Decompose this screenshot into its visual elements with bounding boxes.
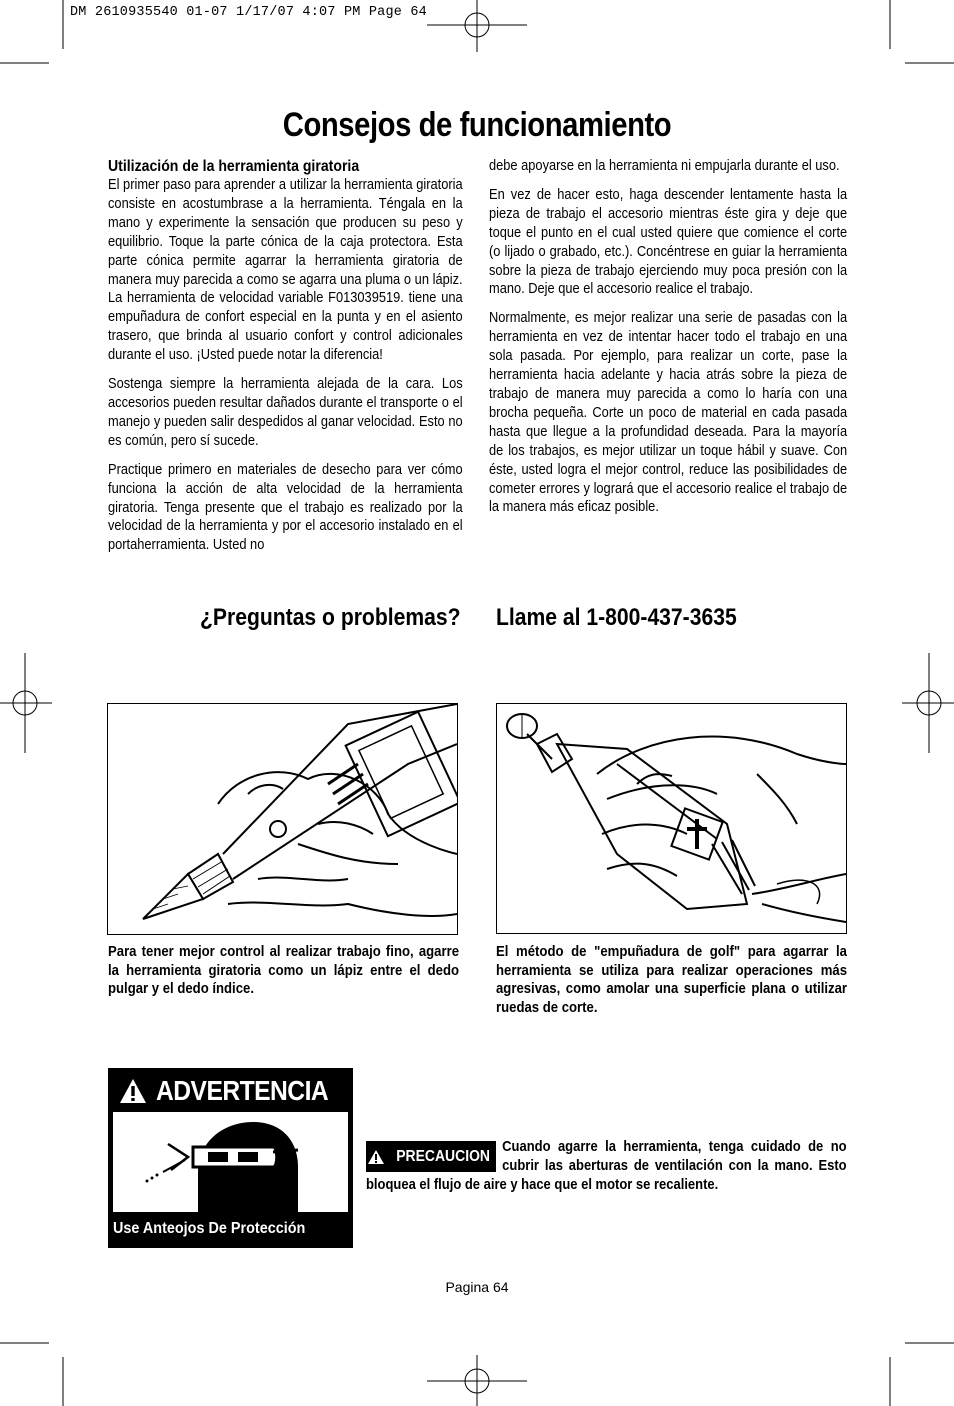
paragraph: Sostenga siempre la herramienta alejada de la cara. Los accesorios pueden resultar dañados durante el transporte o el manejo y pueden salir despedidos al ganar velocidad. Esto no es común, pero sí sucede. [108,376,463,449]
golf-grip-illustration [496,703,847,934]
page-title: Consejos de funcionamiento [282,106,672,144]
paragraph: debe apoyarse en la herramienta ni empujarla durante el uso. [489,158,840,174]
paragraph: El primer paso para aprender a utilizar la herramienta giratoria consiste en acostumbrase a la herramienta. Téngala en la mano y experimente la sensación que producen su peso y equilibrio. Toque la parte cónica de la caja protectora. Esta parte cónica permite agarrar la herramienta giratoria de manera muy parecida a como se agarra una pluma o un lápiz. La herramienta de velocidad variable F013039519. tiene una empuñadura de confort especial en la punta y en el asiento trasero, que brinda al usuario confort y control adicionales durante el uso. ¡Usted puede notar la diferencia! [108,177,463,364]
warning-triangle-icon [118,1077,148,1105]
warning-footer: Use Anteojos De Protección [113,1220,306,1237]
warning-box [108,1068,353,1248]
warning-title [118,1071,352,1111]
right-column [489,157,847,527]
golf-grip-drawing [497,704,846,933]
paragraph: Practique primero en materiales de desecho para ver cómo funciona la acción de alta velocidad de la herramienta giratoria. Tenga presente que el trabajo es realizado por la velocidad de la herramienta y por el accesorio instalado en el portaherramienta. Usted no [108,461,463,554]
help-question: ¿Preguntas o problemas? [200,604,461,631]
page-number: Pagina 64 [445,1279,509,1295]
caution-text: Cuando agarre la herramienta, tenga cuidado de no cubrir las aberturas de ventilación con la mano. Esto bloquea el flujo de aire y hace que el motor se recaliente. [366,1139,847,1193]
safety-glasses-icon [113,1112,348,1212]
caution-triangle-icon [367,1149,385,1165]
paragraph: Normalmente, es mejor realizar una serie de pasadas con la herramienta en vez de intentar hacer todo el trabajo en una sola pasada. Por ejemplo, para realizar un corte, pase la herramienta hacia adelante y hacia atrás sobre la pieza de trabajo de manera muy parecida a como lo haría con una brocha pequeña. Corte un poco de material en cada pasada hasta que llegue a la profundidad deseada. Para la mayoría de los trabajos, es mejor utilizar un toque hábil y suave. Con éste, usted logra el mejor control, reduce las posibilidades de cometer errores y logrará que el accesorio realice el trabajo de la manera más eficaz posible. [489,310,848,516]
left-column [108,157,463,565]
safety-glasses-panel [113,1112,348,1212]
warning-title-text: ADVERTENCIA [156,1075,329,1106]
caution-badge-label: PRECAUCION [396,1147,490,1165]
help-phone: Llame al 1-800-437-3635 [496,604,737,631]
figure-caption-right: El método de "empuñadura de golf" para agarrar la herramienta se utiliza para realizar operaciones más agresivas, como amolar una superficie plana o utilizar ruedas de corte. [496,944,847,1016]
section-heading: Utilización de la herramienta giratoria [108,158,360,175]
paragraph: En vez de hacer esto, haga descender lentamente hasta la pieza de trabajo el accesorio mientras éste gira y deje que toque el punto en el cual usted quiere que comience el corte (o lijado o grabado, etc.). Concéntrese en guiar la herramienta sobre la pieza de trabajo ejerciendo muy poca presión con la mano. Deje que el accesorio realice el trabajo. [489,186,848,298]
print-header: DM 2610935540 01-07 1/17/07 4:07 PM Page 64 [70,5,427,20]
pencil-grip-drawing [108,704,457,934]
pencil-grip-illustration [107,703,458,935]
caution-badge [366,1141,496,1172]
figure-caption-left: Para tener mejor control al realizar trabajo fino, agarre la herramienta giratoria como un lápiz entre el dedo pulgar y el dedo índice. [108,944,459,998]
